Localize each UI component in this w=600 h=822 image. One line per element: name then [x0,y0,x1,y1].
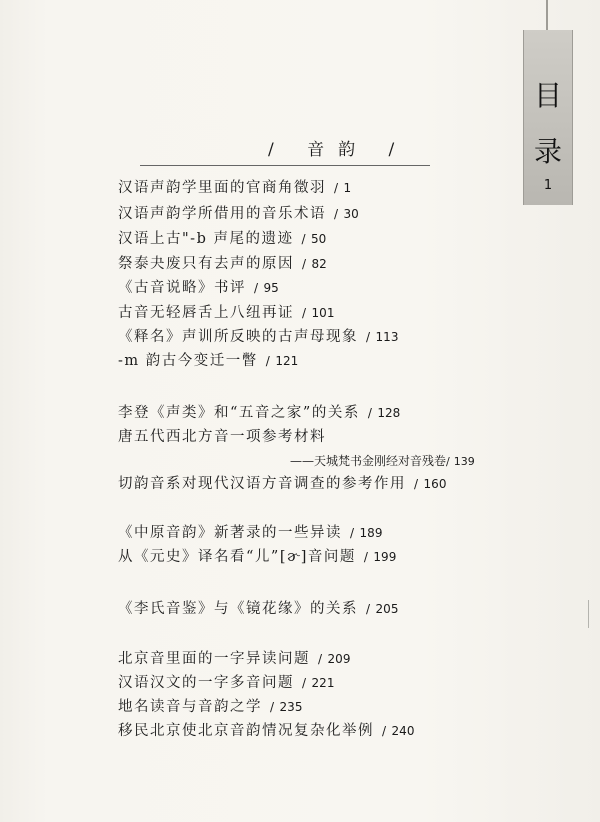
toc-entry-title: 《李氏音鉴》与《镜花缘》的关系 [118,601,358,617]
toc-entry-page: 82 [311,257,327,271]
toc-entry[interactable]: 从《元史》译名看“儿”[ɚ]音问题 / 199 [118,549,397,565]
toc-entry-page: 160 [423,477,447,491]
toc-entry-title: 唐五代西北方音一项参考材料 [118,429,326,445]
toc-entry-title: 从《元史》译名看“儿”[ɚ]音问题 [118,549,356,565]
toc-entry[interactable]: 汉语声韵学所借用的音乐术语 / 30 [118,206,359,222]
toc-entry[interactable]: 《李氏音鉴》与《镜花缘》的关系 / 205 [118,601,399,617]
toc-entry-page: 221 [311,676,335,690]
toc-entry[interactable]: 祭泰夬废只有去声的原因 / 82 [118,256,327,272]
toc-entry-page: 30 [343,207,359,221]
toc-entry-title: 李登《声类》和“五音之家”的关系 [118,405,360,421]
toc-entry-title: 汉语汉文的一字多音问题 [118,675,294,691]
toc-entry-page: 95 [263,281,279,295]
toc-entry-page: 240 [391,724,415,738]
toc-entry-page: 128 [377,406,401,420]
toc-entry-title: 地名读音与音韵之学 [118,699,262,715]
toc-entry-page: 205 [375,602,399,616]
side-tab-char-2: 录 [533,135,562,168]
toc-entry-title: 移民北京使北京音韵情况复杂化举例 [118,723,374,739]
toc-entry[interactable]: 移民北京使北京音韵情况复杂化举例 / 240 [118,723,415,739]
toc-entry-page: 139 [453,455,475,468]
toc-entry-title: -m 韵古今变迁一瞥 [118,353,258,369]
side-tab-page-number: 1 [543,178,553,193]
toc-entry[interactable]: 《释名》声训所反映的古声母现象 / 113 [118,329,399,345]
toc-entry[interactable]: 汉语声韵学里面的官商角徵羽 / 1 [118,180,352,196]
contents-side-tab [523,30,573,205]
toc-entry[interactable]: 北京音里面的一字异读问题 / 209 [118,651,351,667]
toc-entry-title: 汉语声韵学里面的官商角徵羽 [118,180,326,196]
toc-entry-title: 《古音说略》书评 [118,280,246,296]
toc-entry-page: 235 [279,700,303,714]
tab-divider-line [546,0,548,30]
toc-entry-page: 199 [373,550,397,564]
toc-entry-title: 汉语上古"-b 声尾的遗迹 [118,231,294,247]
toc-entry-title: 汉语声韵学所借用的音乐术语 [118,206,326,222]
toc-entry-page: 101 [311,306,335,320]
toc-entry-page: 121 [275,354,299,368]
toc-entry-title: 《释名》声训所反映的古声母现象 [118,329,358,345]
toc-entry-title: 古音无轻唇舌上八纽再证 [118,305,294,321]
toc-entry[interactable] [118,427,326,447]
toc-entry-title: 祭泰夬废只有去声的原因 [118,256,294,272]
toc-list [118,0,518,822]
toc-entry-page: 209 [327,652,351,666]
page-edge-mark [588,600,595,628]
toc-entry-page: 189 [359,526,383,540]
toc-entry[interactable]: 《古音说略》书评 / 95 [118,280,279,296]
toc-entry[interactable]: 切韵音系对现代汉语方音调查的参考作用 / 160 [118,476,447,492]
toc-entry-title: 《中原音韵》新著录的一些异读 [118,525,342,541]
side-tab-char-1: 目 [533,79,562,112]
toc-entry[interactable]: 汉语上古"-b 声尾的遗迹 / 50 [118,231,327,247]
toc-entry-subtitle[interactable]: ——天城梵书金刚经对音残卷/ 139 [290,454,475,468]
toc-entry[interactable]: 古音无轻唇舌上八纽再证 / 101 [118,305,335,321]
toc-entry[interactable]: 地名读音与音韵之学 / 235 [118,699,303,715]
toc-entry[interactable]: 《中原音韵》新著录的一些异读 / 189 [118,525,383,541]
toc-subtitle-text: ——天城梵书金刚经对音残卷 [290,454,447,468]
toc-entry-page: 113 [375,330,399,344]
toc-entry-title: 切韵音系对现代汉语方音调查的参考作用 [118,476,406,492]
toc-entry-page: 1 [343,181,352,195]
toc-entry-page: 50 [311,232,327,246]
toc-entry[interactable]: 汉语汉文的一字多音问题 / 221 [118,675,335,691]
toc-entry[interactable]: 李登《声类》和“五音之家”的关系 / 128 [118,405,401,421]
toc-entry[interactable]: -m 韵古今变迁一瞥 / 121 [118,353,299,369]
section-heading: / 音韵 / [268,140,409,160]
toc-entry-title: 北京音里面的一字异读问题 [118,651,310,667]
